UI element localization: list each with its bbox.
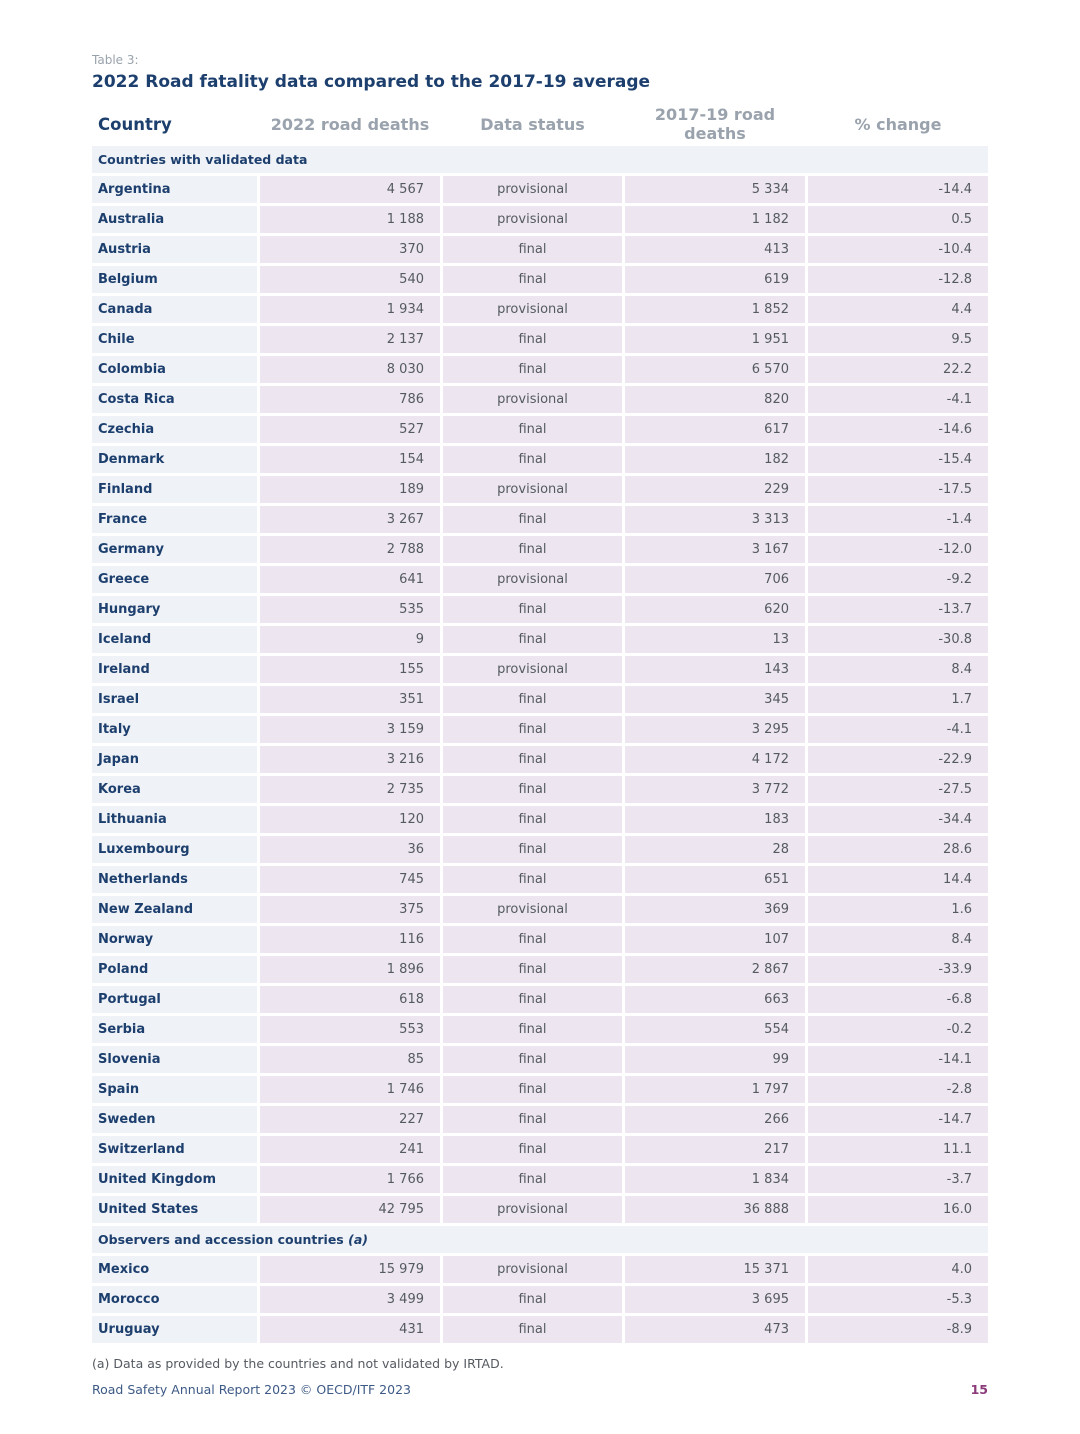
cell-percent-change: -12.8 [808,266,988,293]
cell-percent-change: -5.3 [808,1286,988,1313]
cell-deaths-2022: 155 [260,656,440,683]
cell-percent-change: 1.6 [808,896,988,923]
table-row [92,956,988,983]
column-header-country: Country [98,114,172,134]
cell-percent-change: -3.7 [808,1166,988,1193]
cell-data-status: final [443,596,622,623]
table-row [92,446,988,473]
cell-data-status: final [443,1106,622,1133]
cell-deaths-2017-19: 217 [625,1136,805,1163]
cell-deaths-2022: 4 567 [260,176,440,203]
cell-data-status: final [443,806,622,833]
cell-percent-change: 8.4 [808,926,988,953]
cell-percent-change: -2.8 [808,1076,988,1103]
cell-deaths-2017-19: 182 [625,446,805,473]
cell-percent-change: -14.6 [808,416,988,443]
cell-percent-change: 14.4 [808,866,988,893]
cell-data-status: provisional [443,1256,622,1283]
cell-data-status: final [443,446,622,473]
cell-country: United Kingdom [92,1166,257,1193]
cell-deaths-2022: 745 [260,866,440,893]
cell-deaths-2022: 3 499 [260,1286,440,1313]
cell-deaths-2017-19: 1 182 [625,206,805,233]
cell-data-status: final [443,626,622,653]
cell-percent-change: -14.1 [808,1046,988,1073]
cell-country: Austria [92,236,257,263]
cell-percent-change: -14.4 [808,176,988,203]
cell-data-status: final [443,956,622,983]
cell-deaths-2017-19: 99 [625,1046,805,1073]
cell-percent-change: -9.2 [808,566,988,593]
table-row [92,776,988,803]
footnote: (a) Data as provided by the countries and not validated by IRTAD. [92,1356,504,1371]
cell-percent-change: -6.8 [808,986,988,1013]
table-row [92,506,988,533]
column-header-deaths-2017-19: 2017-19 road deaths [654,105,776,143]
cell-deaths-2017-19: 3 167 [625,536,805,563]
cell-deaths-2017-19: 6 570 [625,356,805,383]
cell-deaths-2022: 431 [260,1316,440,1343]
cell-deaths-2022: 85 [260,1046,440,1073]
cell-country: Poland [92,956,257,983]
cell-data-status: final [443,1316,622,1343]
table-row [92,926,988,953]
cell-deaths-2017-19: 4 172 [625,746,805,773]
cell-data-status: final [443,1166,622,1193]
cell-percent-change: -15.4 [808,446,988,473]
table-row [92,746,988,773]
cell-data-status: final [443,1046,622,1073]
cell-percent-change: -10.4 [808,236,988,263]
fatality-table [89,102,991,1346]
table-row [92,656,988,683]
cell-data-status: final [443,236,622,263]
cell-country: Mexico [92,1256,257,1283]
cell-deaths-2022: 370 [260,236,440,263]
cell-country: Switzerland [92,1136,257,1163]
table-row [92,836,988,863]
cell-country: Slovenia [92,1046,257,1073]
table-row [92,236,988,263]
cell-data-status: final [443,536,622,563]
cell-deaths-2017-19: 266 [625,1106,805,1133]
cell-country: Korea [92,776,257,803]
table-row [92,626,988,653]
cell-deaths-2022: 36 [260,836,440,863]
cell-country: Uruguay [92,1316,257,1343]
table-row [92,896,988,923]
cell-deaths-2022: 641 [260,566,440,593]
table-row [92,296,988,323]
cell-data-status: provisional [443,896,622,923]
table-row [92,1316,988,1343]
cell-deaths-2022: 120 [260,806,440,833]
cell-deaths-2017-19: 617 [625,416,805,443]
cell-deaths-2022: 189 [260,476,440,503]
cell-deaths-2017-19: 820 [625,386,805,413]
cell-country: Morocco [92,1286,257,1313]
cell-data-status: final [443,926,622,953]
cell-deaths-2022: 8 030 [260,356,440,383]
cell-deaths-2017-19: 3 295 [625,716,805,743]
cell-deaths-2017-19: 1 951 [625,326,805,353]
cell-data-status: final [443,716,622,743]
cell-country: Denmark [92,446,257,473]
table-container [92,52,988,1371]
cell-deaths-2022: 786 [260,386,440,413]
table-row [92,566,988,593]
cell-deaths-2022: 540 [260,266,440,293]
cell-deaths-2017-19: 2 867 [625,956,805,983]
section-title-text: Countries with validated data [98,152,308,167]
cell-percent-change: -4.1 [808,386,988,413]
section-title [92,146,988,173]
cell-deaths-2022: 1 766 [260,1166,440,1193]
cell-data-status: final [443,686,622,713]
cell-data-status: final [443,776,622,803]
column-header-deaths-2022: 2022 road deaths [270,114,430,134]
cell-deaths-2022: 1 188 [260,206,440,233]
table-row [92,326,988,353]
cell-deaths-2017-19: 36 888 [625,1196,805,1223]
table-row [92,476,988,503]
cell-percent-change: -22.9 [808,746,988,773]
cell-percent-change: 16.0 [808,1196,988,1223]
header-row [92,105,988,143]
cell-deaths-2022: 1 934 [260,296,440,323]
cell-deaths-2022: 3 216 [260,746,440,773]
table-row [92,1046,988,1073]
cell-country: Germany [92,536,257,563]
cell-deaths-2017-19: 706 [625,566,805,593]
section-title [92,1226,988,1253]
cell-deaths-2022: 3 159 [260,716,440,743]
table-row [92,1166,988,1193]
cell-deaths-2022: 618 [260,986,440,1013]
cell-deaths-2022: 116 [260,926,440,953]
cell-country: United States [92,1196,257,1223]
cell-country: Finland [92,476,257,503]
cell-deaths-2017-19: 5 334 [625,176,805,203]
cell-percent-change: 1.7 [808,686,988,713]
cell-country: Chile [92,326,257,353]
cell-data-status: final [443,416,622,443]
cell-percent-change: -17.5 [808,476,988,503]
table-row [92,206,988,233]
cell-deaths-2017-19: 1 797 [625,1076,805,1103]
publication-credit: Road Safety Annual Report 2023 © OECD/ITF 2023 [92,1382,411,1397]
cell-data-status: final [443,1136,622,1163]
cell-data-status: provisional [443,386,622,413]
cell-data-status: final [443,506,622,533]
table-row [92,596,988,623]
cell-data-status: final [443,746,622,773]
cell-deaths-2017-19: 3 313 [625,506,805,533]
cell-data-status: final [443,866,622,893]
cell-country: Serbia [92,1016,257,1043]
section-footnote-marker: (a) [348,1232,368,1247]
cell-deaths-2022: 527 [260,416,440,443]
cell-country: Argentina [92,176,257,203]
cell-deaths-2022: 553 [260,1016,440,1043]
cell-deaths-2017-19: 1 852 [625,296,805,323]
table-row [92,1016,988,1043]
cell-deaths-2022: 351 [260,686,440,713]
cell-percent-change: 4.4 [808,296,988,323]
cell-deaths-2017-19: 620 [625,596,805,623]
table-row [92,866,988,893]
section-header-row [92,146,988,173]
cell-country: Australia [92,206,257,233]
cell-deaths-2017-19: 13 [625,626,805,653]
cell-deaths-2022: 2 735 [260,776,440,803]
cell-percent-change: 8.4 [808,656,988,683]
cell-percent-change: 11.1 [808,1136,988,1163]
table-row [92,1106,988,1133]
table-row [92,386,988,413]
cell-deaths-2022: 3 267 [260,506,440,533]
cell-data-status: provisional [443,566,622,593]
column-header-data-status: Data status [480,114,585,134]
cell-deaths-2022: 2 788 [260,536,440,563]
cell-deaths-2022: 1 896 [260,956,440,983]
cell-deaths-2017-19: 651 [625,866,805,893]
cell-deaths-2022: 535 [260,596,440,623]
cell-data-status: final [443,266,622,293]
cell-deaths-2017-19: 107 [625,926,805,953]
cell-deaths-2022: 42 795 [260,1196,440,1223]
table-body [92,146,988,1343]
table-row [92,266,988,293]
cell-country: Israel [92,686,257,713]
cell-country: Spain [92,1076,257,1103]
cell-deaths-2017-19: 15 371 [625,1256,805,1283]
cell-country: Iceland [92,626,257,653]
cell-data-status: provisional [443,176,622,203]
cell-percent-change: -1.4 [808,506,988,533]
cell-country: Sweden [92,1106,257,1133]
cell-percent-change: -14.7 [808,1106,988,1133]
cell-data-status: provisional [443,476,622,503]
cell-deaths-2017-19: 345 [625,686,805,713]
cell-country: Norway [92,926,257,953]
cell-deaths-2017-19: 28 [625,836,805,863]
table-row [92,1286,988,1313]
cell-deaths-2022: 375 [260,896,440,923]
cell-country: Portugal [92,986,257,1013]
cell-data-status: provisional [443,296,622,323]
column-header-percent-change: % change [854,114,942,134]
cell-deaths-2017-19: 3 695 [625,1286,805,1313]
table-row [92,1196,988,1223]
table-row [92,986,988,1013]
cell-deaths-2022: 1 746 [260,1076,440,1103]
page-number: 15 [970,1382,988,1397]
cell-country: Colombia [92,356,257,383]
table-row [92,686,988,713]
cell-data-status: final [443,326,622,353]
cell-percent-change: -13.7 [808,596,988,623]
section-header-row [92,1226,988,1253]
table-row [92,1256,988,1283]
cell-deaths-2022: 2 137 [260,326,440,353]
cell-data-status: final [443,356,622,383]
cell-deaths-2022: 9 [260,626,440,653]
cell-deaths-2017-19: 413 [625,236,805,263]
cell-data-status: final [443,1286,622,1313]
cell-country: Japan [92,746,257,773]
cell-percent-change: 4.0 [808,1256,988,1283]
cell-data-status: final [443,986,622,1013]
cell-deaths-2017-19: 1 834 [625,1166,805,1193]
cell-country: New Zealand [92,896,257,923]
cell-country: Greece [92,566,257,593]
cell-deaths-2022: 241 [260,1136,440,1163]
cell-percent-change: -27.5 [808,776,988,803]
cell-percent-change: 9.5 [808,326,988,353]
cell-deaths-2017-19: 369 [625,896,805,923]
cell-percent-change: 0.5 [808,206,988,233]
table-label: Table 3: [92,53,139,67]
cell-country: Hungary [92,596,257,623]
cell-percent-change: -30.8 [808,626,988,653]
cell-deaths-2017-19: 473 [625,1316,805,1343]
table-row [92,1136,988,1163]
table-title: 2022 Road fatality data compared to the 2017-19 average [92,72,651,92]
cell-country: Ireland [92,656,257,683]
cell-percent-change: -34.4 [808,806,988,833]
cell-country: France [92,506,257,533]
cell-country: Netherlands [92,866,257,893]
cell-deaths-2017-19: 554 [625,1016,805,1043]
cell-deaths-2022: 15 979 [260,1256,440,1283]
cell-deaths-2022: 154 [260,446,440,473]
page-footer [92,1382,988,1397]
table-row [92,1076,988,1103]
table-row [92,176,988,203]
cell-data-status: provisional [443,656,622,683]
cell-percent-change: 28.6 [808,836,988,863]
cell-percent-change: 22.2 [808,356,988,383]
cell-data-status: final [443,1016,622,1043]
table-row [92,416,988,443]
cell-deaths-2017-19: 229 [625,476,805,503]
cell-percent-change: -12.0 [808,536,988,563]
cell-percent-change: -8.9 [808,1316,988,1343]
cell-country: Italy [92,716,257,743]
table-row [92,536,988,563]
section-title-text: Observers and accession countries [98,1232,344,1247]
cell-deaths-2017-19: 3 772 [625,776,805,803]
table-row [92,716,988,743]
table-row [92,356,988,383]
cell-data-status: provisional [443,206,622,233]
table-row [92,806,988,833]
cell-deaths-2017-19: 619 [625,266,805,293]
cell-data-status: final [443,836,622,863]
cell-deaths-2017-19: 143 [625,656,805,683]
cell-deaths-2022: 227 [260,1106,440,1133]
cell-percent-change: -4.1 [808,716,988,743]
cell-country: Canada [92,296,257,323]
cell-data-status: provisional [443,1196,622,1223]
cell-data-status: final [443,1076,622,1103]
cell-deaths-2017-19: 663 [625,986,805,1013]
cell-country: Costa Rica [92,386,257,413]
cell-country: Czechia [92,416,257,443]
cell-deaths-2017-19: 183 [625,806,805,833]
cell-country: Lithuania [92,806,257,833]
cell-country: Luxembourg [92,836,257,863]
cell-percent-change: -33.9 [808,956,988,983]
cell-country: Belgium [92,266,257,293]
cell-percent-change: -0.2 [808,1016,988,1043]
